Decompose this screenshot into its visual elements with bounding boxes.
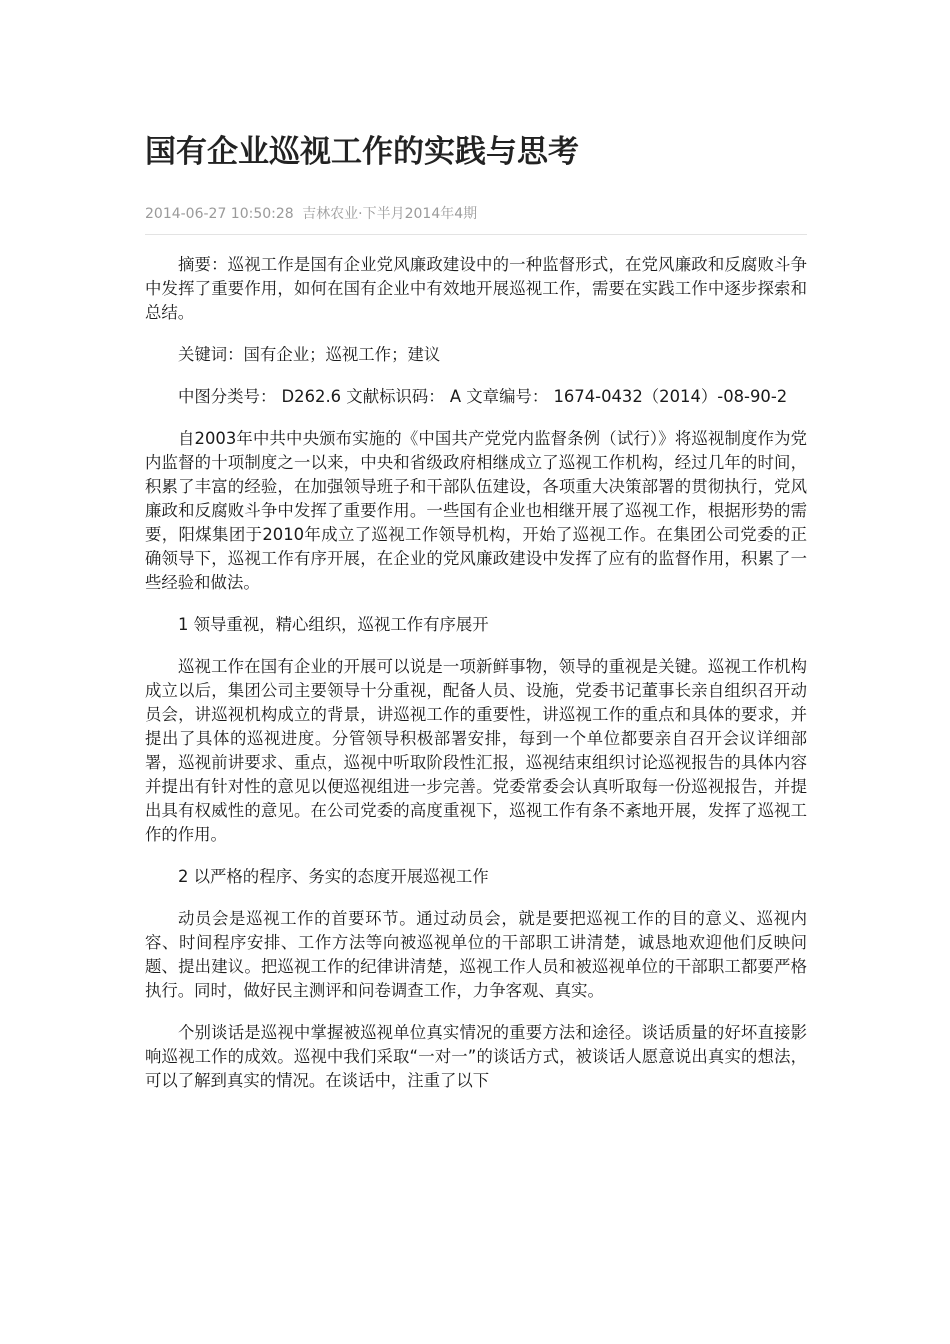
- article: [145, 128, 807, 1111]
- article-title: 国有企业巡视工作的实践与思考: [145, 134, 579, 170]
- publication-source: 吉林农业·下半月2014年4期: [302, 206, 478, 222]
- body-paragraph: 自2003年中共中央颁布实施的《中国共产党党内监督条例（试行）》将巡视制度作为党内监督的十项制度之一以来，中央和省级政府相继成立了巡视工作机构，经过几年的时间，积累了丰富的经验，在加强领导班子和干部队伍建设，各项重大决策部署的贯彻执行，党风廉政和反腐败斗争中发挥了重要作用。一些国有企业也相继开展了巡视工作，根据形势的需要，阳煤集团于2010年成立了巡视工作领导机构，开始了巡视工作。在集团公司党委的正确领导下，巡视工作有序开展，在企业的党风廉政建设中发挥了应有的监督作用，积累了一些经验和做法。: [145, 429, 807, 592]
- keywords-paragraph: 关键词：国有企业；巡视工作；建议: [178, 345, 441, 364]
- article-meta: [145, 204, 807, 235]
- body-paragraph: 动员会是巡视工作的首要环节。通过动员会，就是要把巡视工作的目的意义、巡视内容、时间程序安排、工作方法等向被巡视单位的干部职工讲清楚，诚恳地欢迎他们反映问题、提出建议。把巡视工作的纪律讲清楚，巡视工作人员和被巡视单位的干部职工都要严格执行。同时，做好民主测评和问卷调查工作，力争客观、真实。: [145, 909, 807, 1000]
- section-heading: 1 领导重视，精心组织，巡视工作有序展开: [178, 615, 489, 634]
- classification-paragraph: 中图分类号： D262.6 文献标识码： A 文章编号： 1674-0432（2014）-08-90-2: [178, 387, 788, 406]
- publish-datetime: 2014-06-27 10:50:28: [145, 206, 294, 222]
- article-body: [145, 253, 807, 1093]
- section-heading: 2 以严格的程序、务实的态度开展巡视工作: [178, 867, 489, 886]
- body-paragraph: 个别谈话是巡视中掌握被巡视单位真实情况的重要方法和途径。谈话质量的好坏直接影响巡视工作的成效。巡视中我们采取“一对一”的谈话方式，被谈话人愿意说出真实的想法，可以了解到真实的情况。在谈话中，注重了以下: [145, 1023, 807, 1090]
- abstract-paragraph: 摘要：巡视工作是国有企业党风廉政建设中的一种监督形式，在党风廉政和反腐败斗争中发挥了重要作用，如何在国有企业中有效地开展巡视工作，需要在实践工作中逐步探索和总结。: [145, 255, 807, 322]
- body-paragraph: 巡视工作在国有企业的开展可以说是一项新鲜事物，领导的重视是关键。巡视工作机构成立以后，集团公司主要领导十分重视，配备人员、设施，党委书记董事长亲自组织召开动员会，讲巡视机构成立的背景，讲巡视工作的重要性，讲巡视工作的重点和具体的要求，并提出了具体的巡视进度。分管领导积极部署安排，每到一个单位都要亲自召开会议详细部署，巡视前讲要求、重点，巡视中听取阶段性汇报，巡视结束组织讨论巡视报告的具体内容并提出有针对性的意见以便巡视组进一步完善。党委常委会认真听取每一份巡视报告，并提出具有权威性的意见。在公司党委的高度重视下，巡视工作有条不紊地开展，发挥了巡视工作的作用。: [145, 657, 807, 844]
